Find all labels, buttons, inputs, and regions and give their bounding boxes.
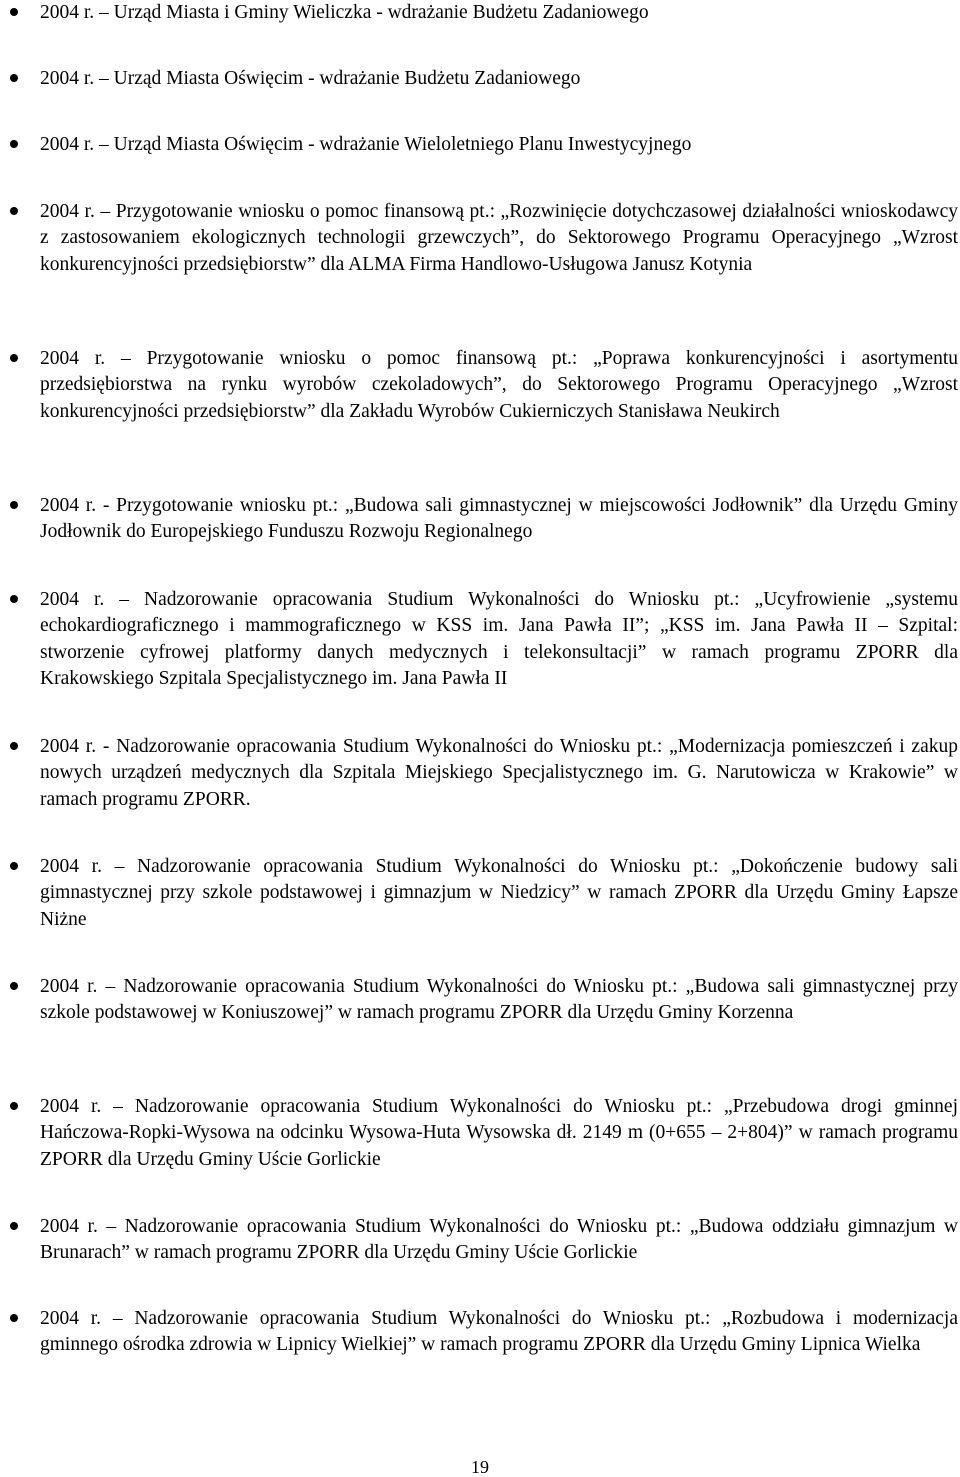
bullet-icon [10, 742, 18, 750]
list-item-text: 2004 r. – Przygotowanie wniosku o pomoc finansową pt.: „Poprawa konkurencyjności i asortymentu przedsiębiorstwa na rynku wyrobów czekoladowych”, do Sektorowego Programu Operacyjnego „Wzrost konkurencyjności przedsiębiorstw” dla Zakładu Wyrobów Cukierniczych Stanisława Neukirch [40, 348, 958, 422]
bullet-icon [10, 862, 18, 870]
bullet-icon [10, 354, 18, 362]
list-item-text: 2004 r. - Nadzorowanie opracowania Studium Wykonalności do Wniosku pt.: „Modernizacja pomieszczeń i zakup nowych urządzeń medycznych dla Szpitala Miejskiego Specjalistycznego im. G. Narutowicza w Krakowie” w ramach programu ZPORR. [40, 736, 958, 810]
bullet-icon [10, 1314, 18, 1322]
list-item-text: 2004 r. – Nadzorowanie opracowania Studium Wykonalności do Wniosku pt.: „Rozbudowa i modernizacja gminnego ośrodka zdrowia w Lipnicy Wielkiej” w ramach programu ZPORR dla Urzędu Gminy Lipnica Wielka [40, 1308, 958, 1356]
list-item-text: 2004 r. - Przygotowanie wniosku pt.: „Budowa sali gimnastycznej w miejscowości Jodłownik” dla Urzędu Gminy Jodłownik do Europejskiego Funduszu Rozwoju Regionalnego [40, 495, 958, 543]
bullet-icon [10, 140, 18, 148]
list-item-text: 2004 r. – Urząd Miasta Oświęcim - wdrażanie Budżetu Zadaniowego [40, 68, 581, 89]
page-number: 19 [471, 1457, 489, 1477]
list-item-text: 2004 r. – Urząd Miasta Oświęcim - wdrażanie Wieloletniego Planu Inwestycyjnego [40, 134, 692, 155]
bullet-icon [10, 8, 18, 16]
bullet-icon [10, 1102, 18, 1110]
bullet-icon [10, 501, 18, 509]
list-item-text: 2004 r. – Nadzorowanie opracowania Studium Wykonalności do Wniosku pt.: „Dokończenie budowy sali gimnastycznej przy szkole podstawowej i gimnazjum w Niedzicy” w ramach ZPORR dla Urzędu Gminy Łapsze Niżne [40, 856, 958, 930]
list-item-text: 2004 r. – Przygotowanie wniosku o pomoc finansową pt.: „Rozwinięcie dotychczasowej działalności wnioskodawcy z zastosowaniem ekologicznych technologii grzewczych”, do Sektorowego Programu Operacyjnego „Wzrost konkurencyjności przedsiębiorstw” dla ALMA Firma Handlowo-Usługowa Janusz Kotynia [40, 201, 958, 275]
list-item-text: 2004 r. – Nadzorowanie opracowania Studium Wykonalności do Wniosku pt.: „Przebudowa drogi gminnej Hańczowa-Ropki-Wysowa na odcinku Wysowa-Huta Wysowska dł. 2149 m (0+655 – 2+804)” w ramach programu ZPORR dla Urzędu Gminy Uście Gorlickie [40, 1096, 958, 1170]
bullet-icon [10, 1222, 18, 1230]
bullet-icon [10, 595, 18, 603]
list-item-text: 2004 r. – Nadzorowanie opracowania Studium Wykonalności do Wniosku pt.: „Budowa sali gimnastycznej przy szkole podstawowej w Koniuszowej” w ramach programu ZPORR dla Urzędu Gminy Korzenna [40, 976, 958, 1024]
bullet-icon [10, 982, 18, 990]
bullet-icon [10, 207, 18, 215]
list-item-text: 2004 r. – Urząd Miasta i Gminy Wieliczka - wdrażanie Budżetu Zadaniowego [40, 2, 649, 23]
list-item-text: 2004 r. – Nadzorowanie opracowania Studium Wykonalności do Wniosku pt.: „Budowa oddziału gimnazjum w Brunarach” w ramach programu ZPORR dla Urzędu Gminy Uście Gorlickie [40, 1216, 958, 1264]
list-item-text: 2004 r. – Nadzorowanie opracowania Studium Wykonalności do Wniosku pt.: „Ucyfrowienie „systemu echokardiograficznego i mammograficznego w KSS im. Jana Pawła II”; „KSS im. Jana Pawła II – Szpital: stworzenie cyfrowej platformy danych medycznych i telekonsultacji” w ramach programu ZPORR dla Krakowskiego Szpitala Specjalistycznego im. Jana Pawła II [40, 589, 958, 689]
bullet-icon [10, 74, 18, 82]
